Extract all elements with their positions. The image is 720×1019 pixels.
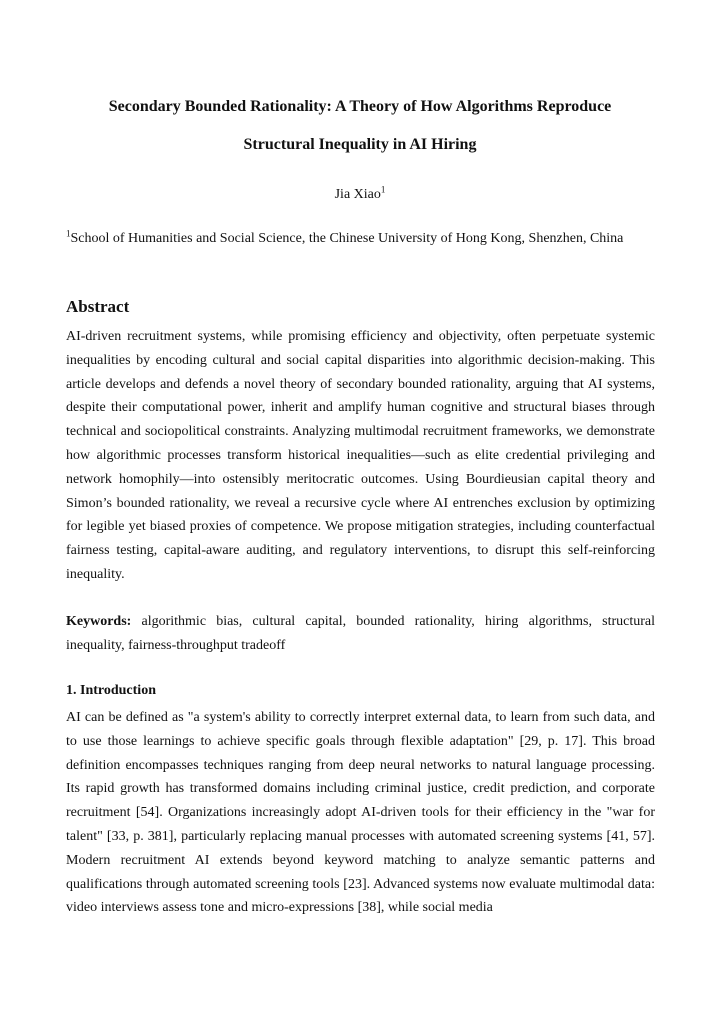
author-name: Jia Xiao: [334, 187, 381, 202]
abstract-body: AI-driven recruitment systems, while promising efficiency and objectivity, often perpetuate systemic inequalities by encoding cultural and social capital disparities into algorithmic decision-making. This article develops and defends a novel theory of secondary bounded rationality, arguing that AI systems, despite their computational power, inherit and amplify human cognitive and structural biases through technical and sociopolitical constraints. Analyzing multimodal recruitment frameworks, we demonstrate how algorithmic processes transform historical inequalities—such as elite credential privileging and network homophily—into ostensibly meritocratic outcomes. Using Bourdieusian capital theory and Simon’s bounded rationality, we reveal a recursive cycle where AI entrenches exclusion by optimizing for legible yet biased proxies of competence. We propose mitigation strategies, including counterfactual fairness testing, capital-aware auditing, and regulatory interventions, to disrupt this self-reinforcing inequality.: [66, 329, 655, 582]
introduction-heading: 1. Introduction: [66, 683, 156, 698]
paper-title-line-1: Secondary Bounded Rationality: A Theory of How Algorithms Reproduce: [108, 98, 612, 115]
author-affiliation-marker: 1: [380, 184, 386, 195]
keywords-label: Keywords:: [66, 614, 132, 629]
keywords-paragraph: [66, 610, 655, 658]
keywords-text: algorithmic bias, cultural capital, bounded rationality, hiring algorithms, structural inequality, fairness-throughput tradeoff: [66, 614, 655, 653]
introduction-body: AI can be defined as "a system's ability to correctly interpret external data, to learn from such data, and to use those learnings to achieve specific goals through flexible adaptation" [29, p. 17]. This broad definition encompasses techniques ranging from deep neural networks to natural language processing. Its rapid growth has transformed domains including criminal justice, credit prediction, and corporate recruitment [54]. Organizations increasingly adopt AI-driven tools for their efficiency in the "war for talent" [33, p. 381], particularly replacing manual processes with automated screening systems [41, 57]. Modern recruitment AI extends beyond keyword matching to analyze semantic patterns and qualifications through automated screening tools [23]. Advanced systems now evaluate multimodal data: video interviews assess tone and micro-expressions [38], while social media: [66, 710, 655, 916]
paper-title-line-2: Structural Inequality in AI Hiring: [243, 136, 477, 153]
abstract-heading: Abstract: [66, 297, 130, 316]
affiliation-line: [66, 230, 666, 248]
affiliation-text: School of Humanities and Social Science, the Chinese University of Hong Kong, Shenzhen, China: [70, 231, 624, 246]
author-line: [60, 186, 660, 204]
affiliation-marker: 1: [66, 228, 71, 239]
